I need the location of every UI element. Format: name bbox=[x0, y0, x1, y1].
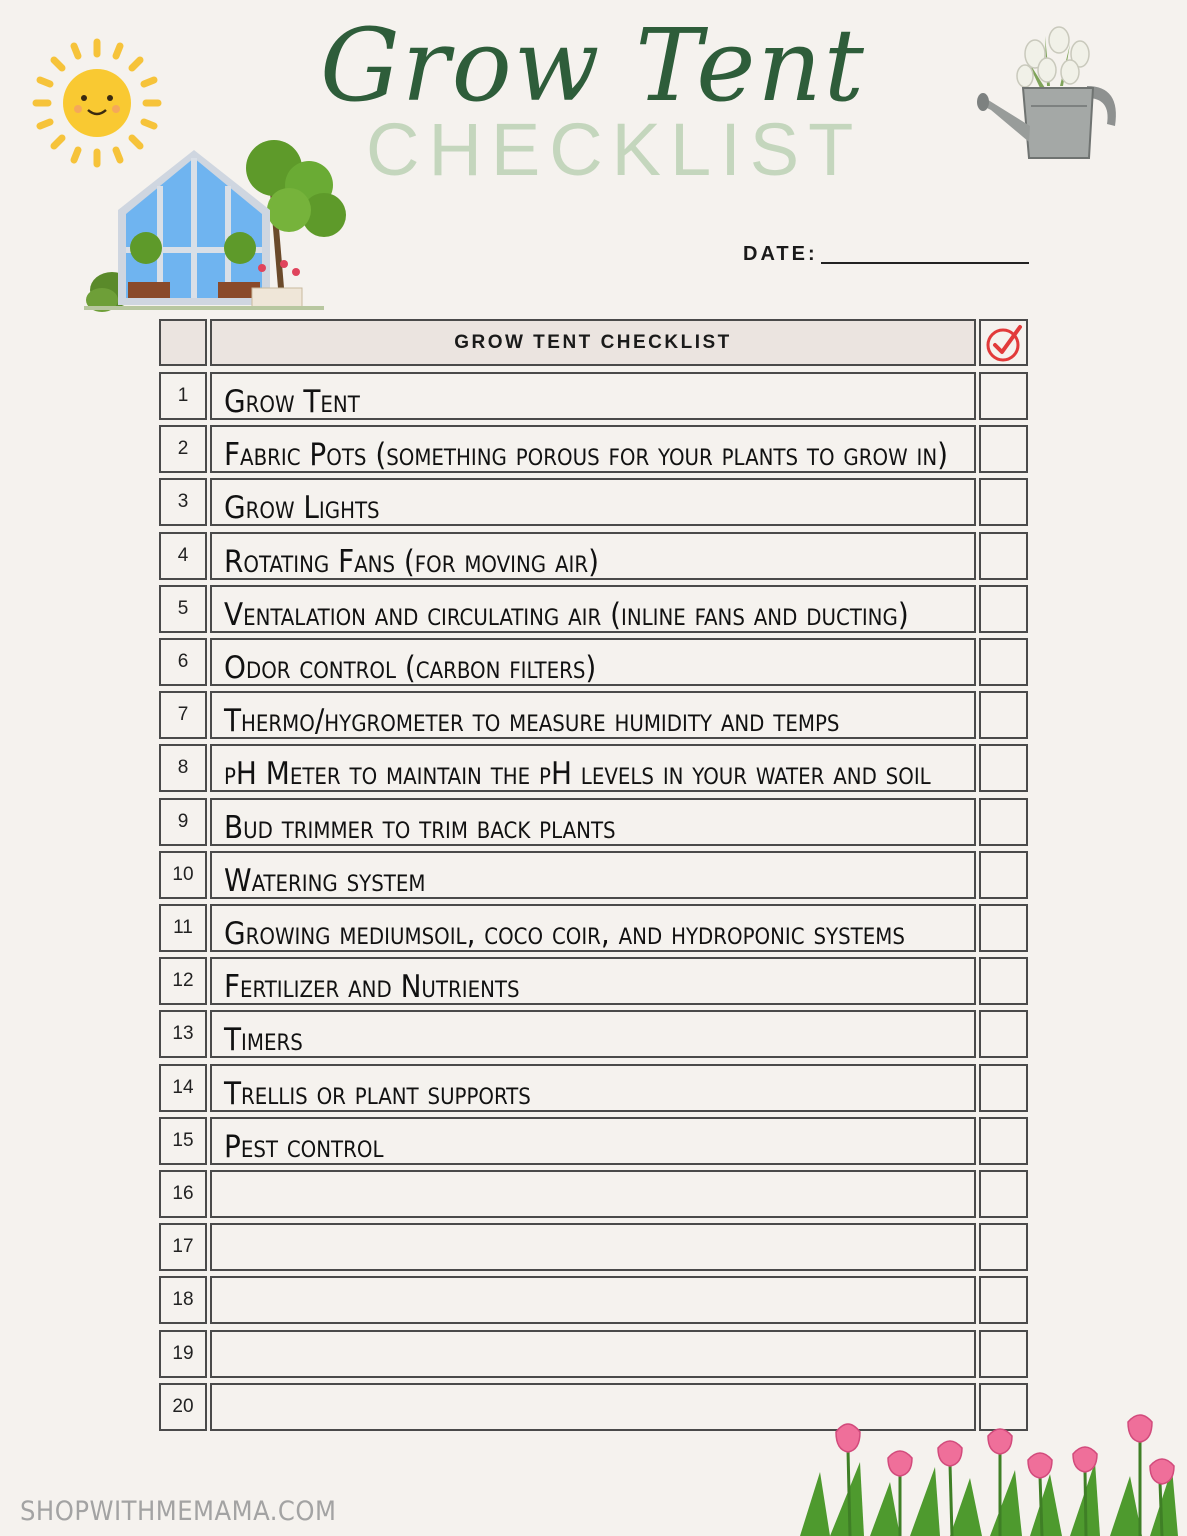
date-input-line[interactable] bbox=[821, 262, 1029, 264]
row-number: 4 bbox=[159, 532, 207, 580]
row-item-text: Odor control (carbon filters) bbox=[210, 638, 976, 686]
row-item-text: Thermo/hygrometer to measure humidity and temps bbox=[210, 691, 976, 739]
row-item-text: Timers bbox=[210, 1010, 976, 1058]
greenhouse-illustration bbox=[84, 140, 359, 315]
row-number: 12 bbox=[159, 957, 207, 1005]
row-item-text: Fabric Pots (something porous for your plants to grow in) bbox=[210, 425, 976, 473]
row-item-text[interactable] bbox=[210, 1276, 976, 1324]
page-title-script: Grow Tent bbox=[320, 7, 866, 124]
row-checkbox[interactable] bbox=[979, 957, 1028, 1005]
row-checkbox[interactable] bbox=[979, 1064, 1028, 1112]
row-checkbox[interactable] bbox=[979, 1010, 1028, 1058]
row-checkbox[interactable] bbox=[979, 1276, 1028, 1324]
row-checkbox[interactable] bbox=[979, 1170, 1028, 1218]
row-item-text: Fertilizer and Nutrients bbox=[210, 957, 976, 1005]
page-title-checklist: CHECKLIST bbox=[366, 108, 863, 191]
tulips-illustration bbox=[800, 1412, 1187, 1536]
row-item-text[interactable] bbox=[210, 1223, 976, 1271]
row-number: 11 bbox=[159, 904, 207, 952]
row-number: 15 bbox=[159, 1117, 207, 1165]
row-checkbox[interactable] bbox=[979, 1330, 1028, 1378]
row-number: 7 bbox=[159, 691, 207, 739]
row-item-text[interactable] bbox=[210, 1170, 976, 1218]
row-item-text: pH Meter to maintain the pH levels in your water and soil bbox=[210, 744, 976, 792]
row-number: 9 bbox=[159, 798, 207, 846]
row-number: 1 bbox=[159, 372, 207, 420]
table-header-label: GROW TENT CHECKLIST bbox=[210, 319, 976, 366]
row-checkbox[interactable] bbox=[979, 904, 1028, 952]
row-item-text: Grow Lights bbox=[210, 478, 976, 526]
row-checkbox[interactable] bbox=[979, 1117, 1028, 1165]
checkmark-icon bbox=[984, 323, 1024, 363]
row-number: 14 bbox=[159, 1064, 207, 1112]
header-number-cell bbox=[159, 319, 207, 366]
row-item-text: Bud trimmer to trim back plants bbox=[210, 798, 976, 846]
row-number: 2 bbox=[159, 425, 207, 473]
row-item-text: Growing mediumsoil, coco coir, and hydroponic systems bbox=[210, 904, 976, 952]
row-checkbox[interactable] bbox=[979, 798, 1028, 846]
row-checkbox[interactable] bbox=[979, 532, 1028, 580]
row-checkbox[interactable] bbox=[979, 372, 1028, 420]
row-number: 18 bbox=[159, 1276, 207, 1324]
row-number: 6 bbox=[159, 638, 207, 686]
row-checkbox[interactable] bbox=[979, 744, 1028, 792]
row-checkbox[interactable] bbox=[979, 478, 1028, 526]
row-item-text: Pest control bbox=[210, 1117, 976, 1165]
row-checkbox[interactable] bbox=[979, 851, 1028, 899]
row-checkbox[interactable] bbox=[979, 1223, 1028, 1271]
row-number: 13 bbox=[159, 1010, 207, 1058]
row-item-text: Grow Tent bbox=[210, 372, 976, 420]
header-check-cell bbox=[979, 319, 1028, 366]
row-item-text: Trellis or plant supports bbox=[210, 1064, 976, 1112]
row-number: 10 bbox=[159, 851, 207, 899]
row-number: 8 bbox=[159, 744, 207, 792]
row-item-text: Watering system bbox=[210, 851, 976, 899]
row-item-text[interactable] bbox=[210, 1330, 976, 1378]
row-checkbox[interactable] bbox=[979, 585, 1028, 633]
row-item-text: Ventalation and circulating air (inline fans and ducting) bbox=[210, 585, 976, 633]
row-number: 3 bbox=[159, 478, 207, 526]
row-number: 20 bbox=[159, 1383, 207, 1431]
watering-can-illustration bbox=[975, 26, 1125, 171]
row-checkbox[interactable] bbox=[979, 691, 1028, 739]
row-number: 17 bbox=[159, 1223, 207, 1271]
row-number: 5 bbox=[159, 585, 207, 633]
footer-site-url: SHOPWITHMEMAMA.COM bbox=[20, 1496, 337, 1527]
row-number: 19 bbox=[159, 1330, 207, 1378]
row-item-text: Rotating Fans (for moving air) bbox=[210, 532, 976, 580]
row-checkbox[interactable] bbox=[979, 638, 1028, 686]
row-number: 16 bbox=[159, 1170, 207, 1218]
row-checkbox[interactable] bbox=[979, 425, 1028, 473]
date-label: DATE: bbox=[743, 243, 818, 265]
